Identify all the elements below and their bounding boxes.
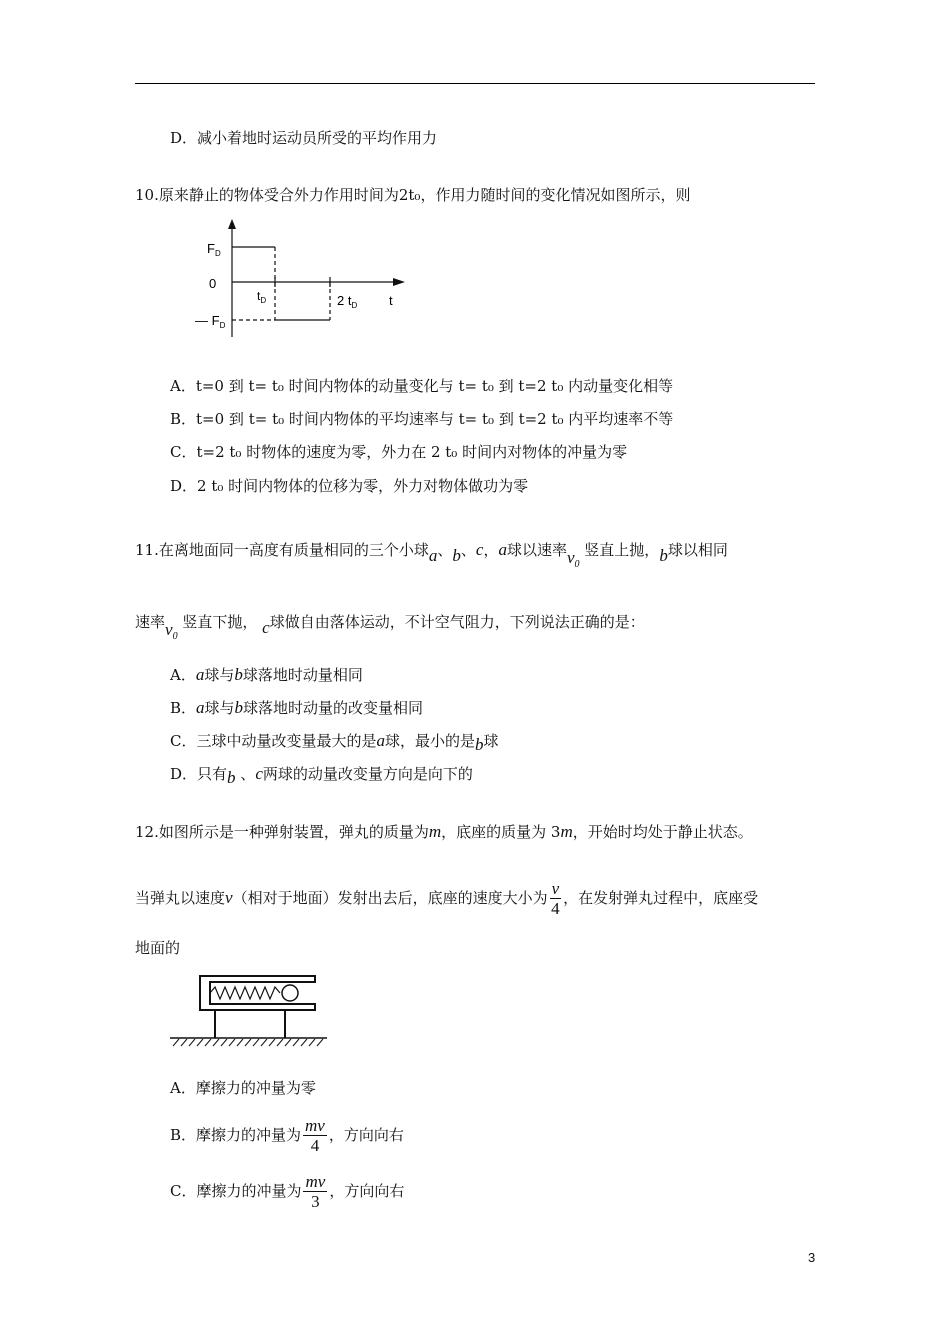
graph-2t0-label: 2 $t_D$ [337,293,358,310]
q12-line-2: 当弹丸以速度v（相对于地面）发射出去后，底座的速度大小为 $\frac{v}{4}$ ，在发射弹丸过程中，底座受 [135,878,759,918]
force-time-graph [195,215,415,340]
q11-line-1: 11.在离地面同一高度有质量相同的三个小球a、b、c，a球以速率$v_0$ 竖直上抛，b球以相同 [135,540,728,570]
q12-option-c: C．摩擦力的冲量为 $\frac{mv}{3}$ ，方向向右 [170,1171,405,1211]
graph-t0-label: $t_D$ [257,289,267,305]
q11-option-b: B．a球与b球落地时动量的改变量相同 [170,698,424,717]
q11-option-d: D．只有b 、c两球的动量改变量方向是向下的 [170,764,473,787]
q11-option-a: A．a球与b球落地时动量相同 [170,665,363,684]
q9-option-d: D．减小着地时运动员所受的平均作用力 [170,129,438,147]
q12-option-a: A．摩擦力的冲量为零 [170,1079,316,1097]
graph-zero-label: 0 [209,276,217,291]
q10-option-b: B．t=0 到 t= t₀ 时间内物体的平均速率与 t= t₀ 到 t=2 t₀ 内平均速率不等 [170,410,674,428]
q11-option-c: C．三球中动量改变量最大的是a球，最小的是b球 [170,731,499,754]
q10-option-c: C．t=2 t₀ 时物体的速度为零，外力在 2 t₀ 时间内对物体的冲量为零 [170,443,628,461]
graph-f0-label: $F_D$ [207,241,221,258]
page-number: 3 [808,1250,816,1265]
launcher-diagram [165,970,330,1050]
q12-line-1: 12.如图所示是一种弹射装置，弹丸的质量为m，底座的质量为 3m，开始时均处于静止状态。 [135,822,753,841]
q10-option-d: D．2 t₀ 时间内物体的位移为零，外力对物体做功为零 [170,477,529,495]
graph-t-axis-label: t [389,293,393,308]
q10-stem: 10.原来静止的物体受合外力作用时间为2t₀，作用力随时间的变化情况如图所示，则 [135,186,691,204]
q12-fraction-mv-over-4: $\frac{mv}{4}$ [305,1115,325,1155]
q12-line-3: 地面的 [135,939,181,957]
q10-option-a: A．t=0 到 t= t₀ 时间内物体的动量变化与 t= t₀ 到 t=2 t₀ 内动量变化相等 [170,377,674,395]
q12-fraction-v-over-4: $\frac{v}{4}$ [551,878,560,918]
q11-line-2: 速率$v_0$ 竖直下抛， c球做自由落体运动，不计空气阻力，下列说法正确的是： [135,613,645,642]
header-rule [135,83,815,84]
q12-fraction-mv-over-3: $\frac{mv}{3}$ [305,1171,326,1211]
graph-neg-f0-label: — $F_D$ [195,313,226,330]
q12-option-b: B．摩擦力的冲量为 $\frac{mv}{4}$ ，方向向右 [170,1115,404,1155]
